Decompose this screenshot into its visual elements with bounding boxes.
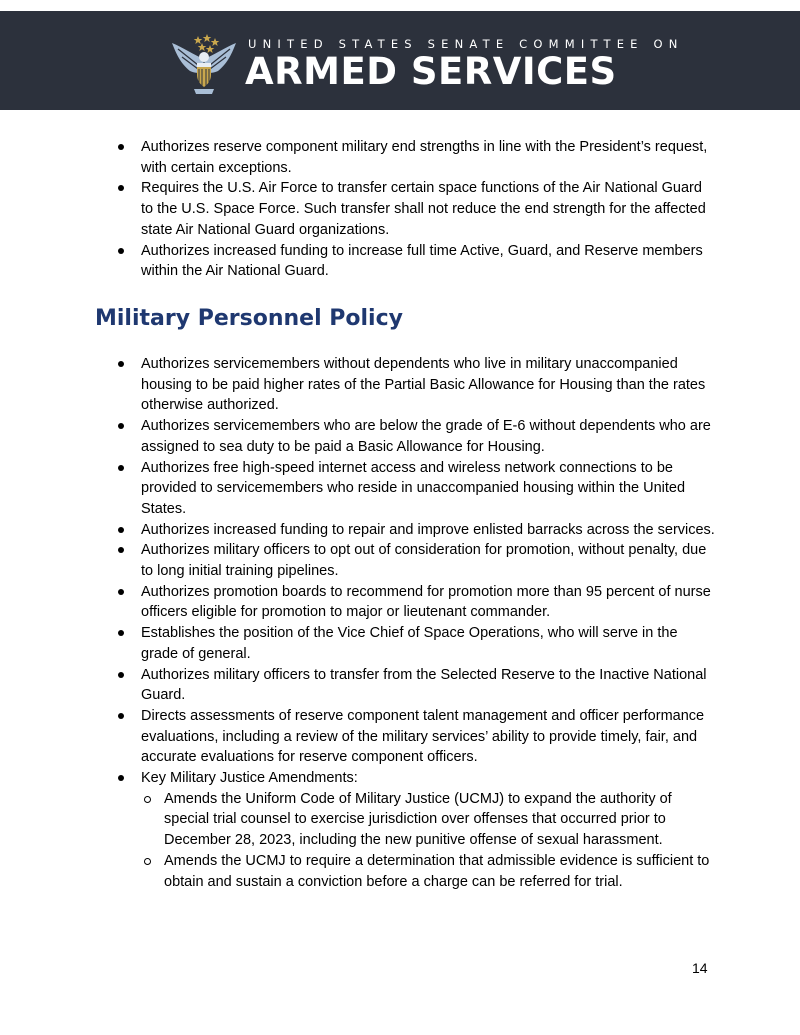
section-bullet-list [117,354,717,892]
header-title: ARMED SERVICES [245,50,617,93]
list-item: Authorizes military officers to transfer from the Selected Reserve to the Inactive National Guard. [117,665,717,706]
list-item: Authorizes promotion boards to recommend for promotion more than 95 percent of nurse officers eligible for promotion to major or lieutenant commander. [117,582,717,623]
list-item: Authorizes free high-speed internet access and wireless network connections to be provided to servicemembers who reside in unaccompanied housing within the United States. [117,458,717,520]
list-item: Authorizes reserve component military end strengths in line with the President’s request, with certain exceptions. [117,137,717,178]
page-number: 14 [692,960,708,976]
top-bullet-list [117,137,717,282]
list-item: Requires the U.S. Air Force to transfer certain space functions of the Air National Guard to the U.S. Space Force. Such transfer shall not reduce the end strength for the affected state Air National Guard organizations. [117,178,717,240]
list-item: Authorizes military officers to opt out of consideration for promotion, without penalty, due to long initial training pipelines. [117,540,717,581]
list-item: Key Military Justice Amendments: [117,768,717,789]
list-item: Authorizes increased funding to repair and improve enlisted barracks across the services. [117,520,717,541]
top-margin [0,0,800,11]
sub-list-item: Amends the UCMJ to require a determination that admissible evidence is sufficient to obtain and sustain a conviction before a charge can be referred for trial. [140,851,717,892]
section-title: Military Personnel Policy [95,306,403,331]
header-subtitle: UNITED STATES SENATE COMMITTEE ON [248,37,684,51]
list-item: Directs assessments of reserve component talent management and officer performance evaluations, including a review of the military services’ ability to provide timely, fair, and accurate evaluations for reserve component officers. [117,706,717,768]
list-item: Authorizes servicemembers who are below the grade of E-6 without dependents who are assigned to sea duty to be paid a Basic Allowance for Housing. [117,416,717,457]
committee-logo [168,33,684,97]
list-item: Authorizes servicemembers without dependents who live in military unaccompanied housing to be paid higher rates of the Partial Basic Allowance for Housing than the rates otherwise authorized. [117,354,717,416]
eagle-emblem-icon [168,33,240,97]
committee-header [0,11,800,110]
list-item: Establishes the position of the Vice Chief of Space Operations, who will serve in the grade of general. [117,623,717,664]
sub-bullet-list [117,789,717,893]
list-item: Authorizes increased funding to increase full time Active, Guard, and Reserve members within the Air National Guard. [117,241,717,282]
sub-list-item: Amends the Uniform Code of Military Justice (UCMJ) to expand the authority of special trial counsel to exercise jurisdiction over offenses that occurred prior to December 28, 2023, including the new punitive offense of sexual harassment. [140,789,717,851]
